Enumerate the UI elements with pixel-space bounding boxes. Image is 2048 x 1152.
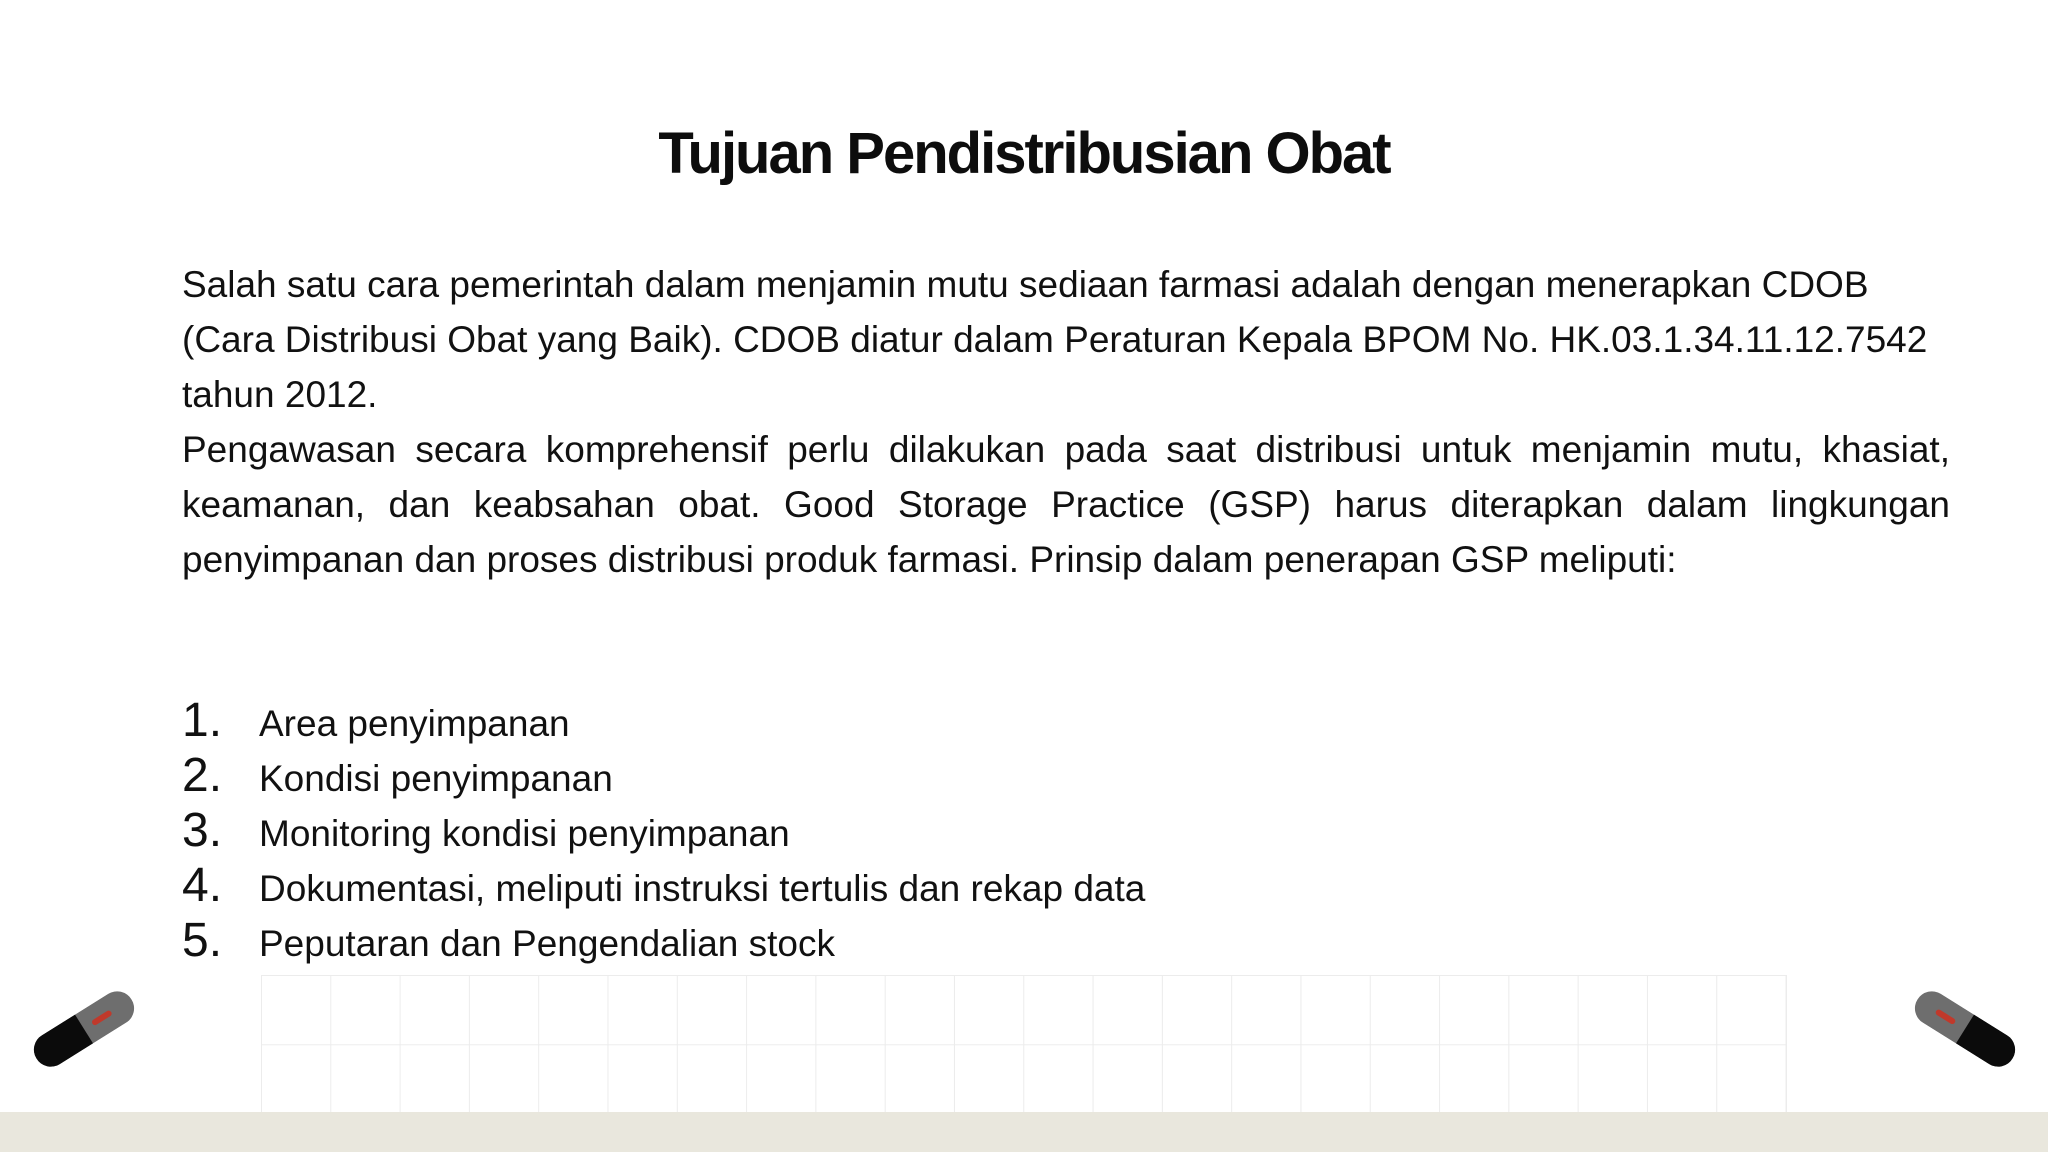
paragraph-gsp: Pengawasan secara komprehensif perlu dilakukan pada saat distribusi untuk menjamin mutu, khasiat, keamanan, dan keabsahan obat. Good Storage Practice (GSP) harus diterapkan dalam lingkungan penyimpanan dan proses distribusi produk farmasi. Prinsip dalam penerapan GSP meliputi:	[182, 429, 1950, 580]
gsp-principles-list	[182, 693, 1145, 968]
list-number: 5.	[182, 914, 223, 967]
list-label: Peputaran dan Pengendalian stock	[259, 923, 835, 964]
paragraph-cdob: Salah satu cara pemerintah dalam menjamin mutu sediaan farmasi adalah dengan menerapkan CDOB (Cara Distribusi Obat yang Baik). CDOB diatur dalam Peraturan Kepala BPOM No. HK.03.1.34.11.12.7542 tahun 2012.	[182, 264, 1928, 415]
capsule-icon	[1909, 985, 2022, 1073]
list-label: Monitoring kondisi penyimpanan	[259, 813, 790, 854]
list-item	[182, 748, 1145, 803]
list-number: 1.	[182, 694, 223, 747]
body-text	[182, 257, 1950, 587]
list-item	[182, 858, 1145, 913]
list-item	[182, 913, 1145, 968]
list-label: Area penyimpanan	[259, 703, 570, 744]
list-number: 4.	[182, 859, 223, 912]
list-item	[182, 693, 1145, 748]
capsule-icon	[28, 985, 141, 1073]
list-number: 2.	[182, 749, 223, 802]
list-item	[182, 803, 1145, 858]
list-number: 3.	[182, 804, 223, 857]
list-label: Dokumentasi, meliputi instruksi tertulis dan rekap data	[259, 868, 1146, 909]
list-label: Kondisi penyimpanan	[259, 758, 613, 799]
bottom-band	[0, 1112, 2048, 1152]
decorative-grid	[261, 975, 1787, 1112]
slide-title: Tujuan Pendistribusian Obat	[658, 121, 1390, 186]
